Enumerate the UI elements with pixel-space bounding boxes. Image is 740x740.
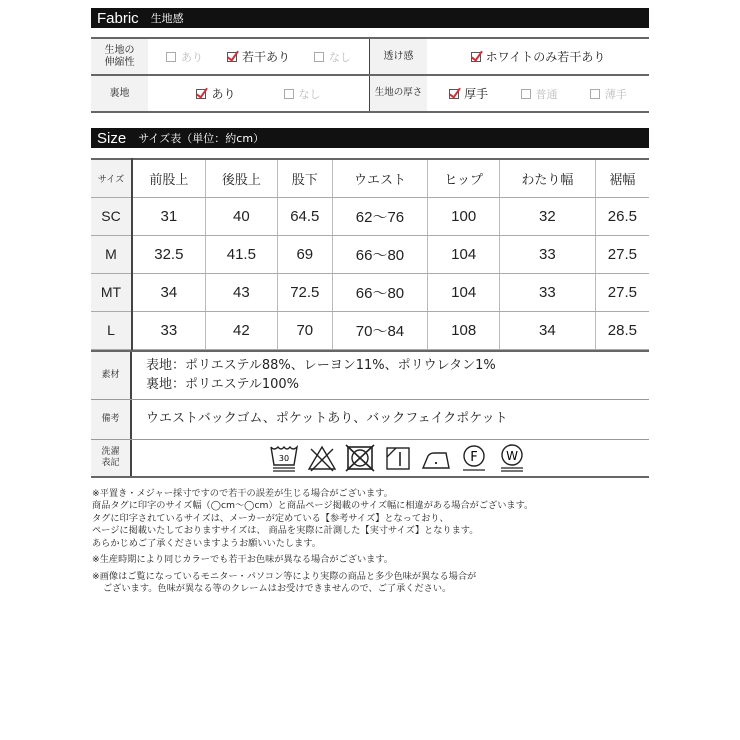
cell: 43	[205, 273, 277, 311]
cell: 108	[428, 311, 500, 349]
column-header-front-rise: 前股上	[132, 159, 205, 197]
note-line: あらかじめご了承くださいますようお願いいたします。	[92, 537, 321, 549]
no-tumble-dry-icon	[345, 443, 375, 473]
size-name: SC	[91, 197, 132, 235]
column-header-size: サイズ	[91, 159, 132, 197]
stretch-cell	[91, 39, 370, 74]
table-row	[91, 311, 649, 349]
cell: 41.5	[205, 235, 277, 273]
cell: 64.5	[278, 197, 333, 235]
material-outer: 表地：ポリエステル88%、レーヨン11%、ポリウレタン1%	[146, 357, 496, 373]
lining-label: 裏地	[91, 76, 148, 111]
column-header-hem: 裾幅	[595, 159, 649, 197]
cell: 33	[499, 273, 595, 311]
svg-text:F: F	[469, 450, 478, 465]
thickness-option-normal: 普通	[521, 86, 558, 102]
stretch-label	[91, 39, 148, 74]
fabric-title-jp: 生地感	[150, 12, 184, 25]
drip-dry-shade-icon	[383, 443, 413, 473]
cell: 70	[278, 311, 333, 349]
note-line: ※平置き・メジャー採寸ですので若干の誤差が生じる場合がございます。	[92, 488, 393, 499]
note-line: ※画像はご覧になっているモニター・パソコン等により実際の商品と多少色味が異なる場合が	[92, 570, 477, 582]
note-line: ございます。色味が異なる等のクレームはお受けできませんので、ご了承ください。	[103, 582, 452, 594]
care-row	[91, 440, 649, 478]
material-row	[91, 350, 649, 400]
svg-text:W: W	[505, 449, 518, 463]
cell: 62〜76	[332, 197, 428, 235]
dry-clean-f-icon	[459, 443, 489, 473]
cell: 33	[499, 235, 595, 273]
table-row	[91, 197, 649, 235]
material-lining: 裏地：ポリエステル100%	[146, 376, 299, 392]
checkbox-empty-icon	[284, 89, 294, 99]
wash-30-gentle-icon	[269, 443, 299, 473]
cell: 66〜80	[332, 235, 428, 273]
note-line: 商品タグに印字のサイズ幅（◯cm〜◯cm）と商品ページ掲載のサイズ幅に相違がある場合がございます。	[92, 500, 534, 512]
fabric-row	[91, 76, 649, 113]
note-line: ※生産時期により同じカラーでも若干お色味が異なる場合がございます。	[92, 554, 393, 566]
thickness-option-thick: 厚手	[449, 85, 488, 102]
cell: 33	[132, 311, 205, 349]
cell: 27.5	[595, 273, 649, 311]
remarks-row	[91, 400, 649, 440]
stretch-label-line2: 伸縮性	[104, 56, 135, 68]
thickness-cell	[370, 76, 649, 111]
care-icons	[132, 440, 649, 476]
cell: 32.5	[132, 235, 205, 273]
cell: 70〜84	[332, 311, 428, 349]
thickness-option-thin: 薄手	[590, 86, 627, 102]
stretch-option-none: なし	[314, 49, 351, 65]
fabric-table	[91, 37, 649, 113]
cell: 40	[205, 197, 277, 235]
fabric-row	[91, 39, 649, 76]
cell: 42	[205, 311, 277, 349]
table-row	[91, 235, 649, 273]
care-label: 洗濯 表記	[91, 440, 132, 476]
checkbox-empty-icon	[314, 52, 324, 62]
material-label: 素材	[91, 352, 132, 399]
iron-low-icon	[421, 443, 451, 473]
size-title-jp: サイズ表（単位：約cm）	[138, 132, 265, 145]
cell: 69	[278, 235, 333, 273]
lining-option-none: なし	[284, 86, 321, 102]
cell: 32	[499, 197, 595, 235]
checkbox-empty-icon	[166, 52, 176, 62]
table-row	[91, 273, 649, 311]
svg-text:30: 30	[278, 454, 289, 463]
remarks-label: 備考	[91, 400, 132, 439]
lining-option-yes: あり	[196, 85, 235, 102]
size-title-en: Size	[97, 129, 127, 147]
sheerness-label: 透け感	[370, 39, 427, 74]
checkbox-checked-icon	[196, 89, 206, 99]
stretch-option-yes: あり	[166, 49, 203, 65]
size-name: M	[91, 235, 132, 273]
stretch-label-line1: 生地の	[104, 45, 135, 56]
cell: 31	[132, 197, 205, 235]
checkbox-checked-icon	[227, 52, 237, 62]
size-section-header	[91, 128, 649, 148]
stretch-option-slight: 若干あり	[227, 48, 290, 65]
cell: 34	[499, 311, 595, 349]
cell: 104	[428, 273, 500, 311]
fabric-section-header	[91, 8, 649, 28]
fabric-title-en: Fabric	[97, 9, 139, 27]
column-header-hip: ヒップ	[428, 159, 500, 197]
sheerness-option-white-slight: ホワイトのみ若干あり	[471, 48, 606, 65]
column-header-thigh: わたり幅	[499, 159, 595, 197]
size-table-header	[91, 159, 649, 197]
cell: 66〜80	[332, 273, 428, 311]
column-header-inseam: 股下	[278, 159, 333, 197]
cell: 72.5	[278, 273, 333, 311]
note-line: タグに印字されているサイズは、メーカーが定めている【参考サイズ】となっており、	[92, 512, 449, 524]
cell: 27.5	[595, 235, 649, 273]
size-name: MT	[91, 273, 132, 311]
no-bleach-icon	[307, 443, 337, 473]
checkbox-empty-icon	[521, 89, 531, 99]
lining-cell	[91, 76, 370, 111]
cell: 28.5	[595, 311, 649, 349]
cell: 26.5	[595, 197, 649, 235]
column-header-back-rise: 後股上	[205, 159, 277, 197]
note-line: ページに掲載いたしておりますサイズは、 商品を実際に計測した【実寸サイズ】となります。	[92, 525, 479, 537]
thickness-label: 生地の厚さ	[370, 76, 427, 111]
checkbox-empty-icon	[590, 89, 600, 99]
cell: 104	[428, 235, 500, 273]
cell: 100	[428, 197, 500, 235]
cell: 34	[132, 273, 205, 311]
remarks-text: ウエストバックゴム、ポケットあり、バックフェイクポケット	[146, 411, 508, 427]
size-name: L	[91, 311, 132, 349]
checkbox-checked-icon	[471, 52, 481, 62]
wet-clean-w-icon	[497, 443, 527, 473]
checkbox-checked-icon	[449, 89, 459, 99]
notes	[92, 488, 652, 595]
size-table	[91, 158, 649, 350]
sheerness-cell	[370, 39, 649, 74]
column-header-waist: ウエスト	[332, 159, 428, 197]
